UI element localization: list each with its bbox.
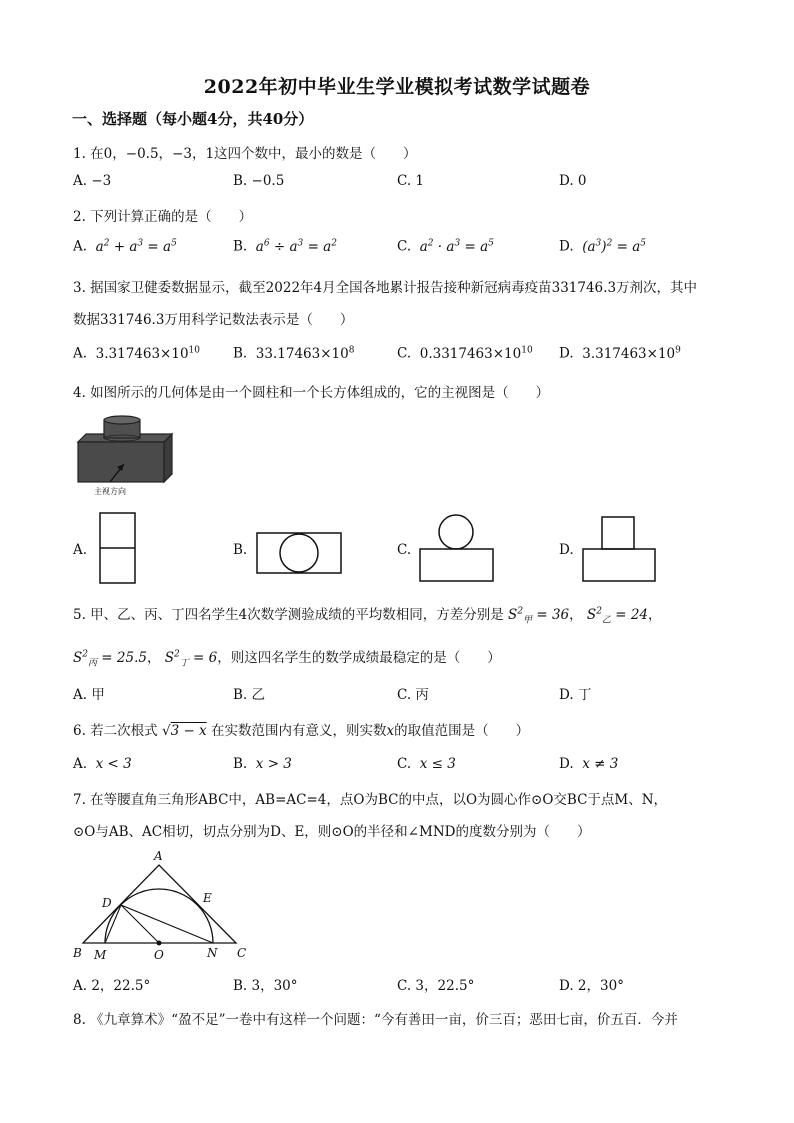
q5-stem-prefix: 5. 甲、乙、丙、丁四名学生4次数学测验成绩的平均数相同，方差分别是	[73, 607, 504, 623]
q6-option-c-formula: x ≤ 3	[411, 756, 456, 772]
q2-option-a-formula: $a^2 + a^3 = a^5$	[91, 238, 177, 255]
q2-stem: 2. 下列计算正确的是（ ）	[73, 209, 253, 225]
q7-option-d[interactable]: D. 2，30°	[559, 978, 624, 994]
q2-option-a-label: A.	[73, 238, 88, 255]
q7-option-a[interactable]: A. 2，22.5°	[73, 978, 151, 994]
q6-option-a-label: A.	[73, 756, 88, 772]
q6-option-d-label: D.	[559, 756, 574, 772]
q5-stem-suffix: ，则这四名学生的数学成绩最稳定的是（ ）	[217, 650, 501, 666]
q6-option-c[interactable]	[397, 756, 456, 772]
q3-option-c-label: C.	[397, 345, 412, 362]
q5-variance-bing: $S^2_丙 = 25.5$	[73, 649, 147, 669]
q2-option-b[interactable]	[233, 238, 337, 255]
q3-option-b-label: B.	[233, 345, 248, 362]
q3-option-c-formula: $0.3317463\times 10^{10}$	[415, 345, 533, 362]
q3-stem-line2: 数据331746.3万用科学记数法表示是（ ）	[73, 312, 354, 328]
q1-option-b[interactable]: B. −0.5	[233, 173, 285, 189]
q4-option-b-figure[interactable]	[256, 532, 344, 576]
q1-option-c[interactable]: C. 1	[397, 173, 425, 189]
q5-stem-line1: 5. 甲、乙、丙、丁四名学生4次数学测验成绩的平均数相同，方差分别是 $S^2_甲 = 36$， $S^2_乙 = 24$，	[73, 606, 662, 626]
q7-label-n: N	[207, 946, 218, 960]
q3-option-d-formula: $3.317463\times 10^9$	[577, 345, 681, 362]
q5-option-a[interactable]: A. 甲	[73, 687, 105, 703]
q6-option-c-label: C.	[397, 756, 412, 772]
q6-stem	[73, 719, 529, 739]
q3-option-b[interactable]	[233, 345, 354, 362]
q6-variable: x	[386, 723, 395, 739]
q2-option-d[interactable]	[559, 238, 646, 255]
q3-option-c[interactable]	[397, 345, 533, 362]
q3-option-d-label: D.	[559, 345, 574, 362]
q2-option-c-formula: $a^2 \cdot a^3 = a^5$	[415, 238, 494, 255]
q7-label-a: A	[154, 849, 163, 863]
q7-label-c: C	[237, 946, 247, 960]
q3-stem-line1: 3. 据国家卫健委数据显示，截至2022年4月全国各地累计报告接种新冠病毒疫苗331746.3万剂次，其中	[73, 280, 698, 296]
q2-option-a[interactable]	[73, 238, 177, 255]
q2-option-d-formula: $(a^3)^2 = a^5$	[577, 238, 646, 255]
q7-stem-line2: ⊙O与AB、AC相切，切点分别为D、E，则⊙O的半径和∠MND的度数分别为（ ）	[73, 824, 591, 840]
q7-label-m: M	[94, 948, 107, 962]
q7-label-d: D	[102, 896, 112, 910]
q2-option-c-label: C.	[397, 238, 412, 255]
q7-stem-line1: 7. 在等腰直角三角形ABC中，AB=AC=4，点O为BC的中点，以O为圆心作⊙O交BC于点M、N，	[73, 792, 668, 808]
q6-option-a-formula: x < 3	[87, 756, 132, 772]
q3-option-d[interactable]	[559, 345, 681, 362]
q4-option-d-label[interactable]: D.	[559, 542, 574, 558]
q6-option-b[interactable]	[233, 756, 292, 772]
q7-label-e: E	[203, 891, 212, 905]
q3-option-a-label: A.	[73, 345, 88, 362]
q5-option-b[interactable]: B. 乙	[233, 687, 266, 703]
q6-radical: √3 − x	[161, 723, 207, 739]
q5-option-c[interactable]: C. 丙	[397, 687, 429, 703]
q1-stem: 1. 在0，−0.5，−3，1这四个数中，最小的数是（ ）	[73, 146, 417, 162]
q7-label-b: B	[73, 946, 82, 960]
q6-stem-mid: 在实数范围内有意义，则实数	[210, 723, 387, 739]
q6-stem-prefix: 6. 若二次根式	[73, 723, 158, 739]
q3-option-a[interactable]	[73, 345, 200, 362]
q4-option-a-label[interactable]: A.	[73, 542, 88, 558]
q4-option-c-label[interactable]: C.	[397, 542, 412, 558]
q1-option-d[interactable]: D. 0	[559, 173, 587, 189]
q5-option-d[interactable]: D. 丁	[559, 687, 592, 703]
q3-option-b-formula: $33.17463\times 10^8$	[251, 345, 355, 362]
q5-variance-jia: $S^2_甲 = 36$	[503, 606, 570, 626]
q7-triangle-figure	[70, 844, 260, 966]
q2-option-d-label: D.	[559, 238, 574, 255]
page-title: 2022年初中毕业生学业模拟考试数学试题卷	[203, 76, 591, 98]
q4-stem: 4. 如图所示的几何体是由一个圆柱和一个长方体组成的，它的主视图是（ ）	[73, 385, 550, 401]
q6-option-d-formula: x ≠ 3	[573, 756, 619, 772]
q4-option-c-figure[interactable]	[419, 514, 497, 584]
q2-option-c[interactable]	[397, 238, 494, 255]
q8-stem-line1: 8. 《九章算术》“盈不足”一卷中有这样一个问题：“今有善田一亩，价三百；恶田七亩，价五百．今并	[73, 1012, 678, 1028]
q7-option-b[interactable]: B. 3，30°	[233, 978, 298, 994]
q7-label-o: O	[154, 948, 164, 962]
q5-variance-ding: $S^2_丁 = 6$	[160, 649, 218, 669]
q6-option-d[interactable]	[559, 756, 618, 772]
q4-arrow-caption: 主视方向	[94, 487, 126, 496]
q5-stem-line2: $S^2_丙 = 25.5$， $S^2_丁 = 6$，则这四名学生的数学成绩最稳定的是（ ）	[73, 649, 501, 669]
q7-option-c[interactable]: C. 3，22.5°	[397, 978, 475, 994]
q6-option-b-formula: x > 3	[247, 756, 292, 772]
q4-option-d-figure[interactable]	[582, 516, 658, 584]
section-heading: 一、选择题（每小题4分，共40分）	[72, 110, 314, 128]
q1-option-a[interactable]: A. −3	[73, 173, 112, 189]
q6-option-b-label: B.	[233, 756, 248, 772]
q4-option-a-figure[interactable]	[99, 512, 139, 586]
q6-stem-suffix: 的取值范围是（ ）	[394, 723, 530, 739]
q2-option-b-label: B.	[233, 238, 248, 255]
q3-option-a-formula: $3.317463\times 10^{10}$	[91, 345, 200, 362]
q2-option-b-formula: $a^6 \div a^3 = a^2$	[251, 238, 337, 255]
q4-option-b-label[interactable]: B.	[233, 542, 248, 558]
q4-solid-figure	[74, 412, 178, 500]
q5-variance-yi: $S^2_乙 = 24$	[582, 606, 649, 626]
q6-option-a[interactable]	[73, 756, 132, 772]
